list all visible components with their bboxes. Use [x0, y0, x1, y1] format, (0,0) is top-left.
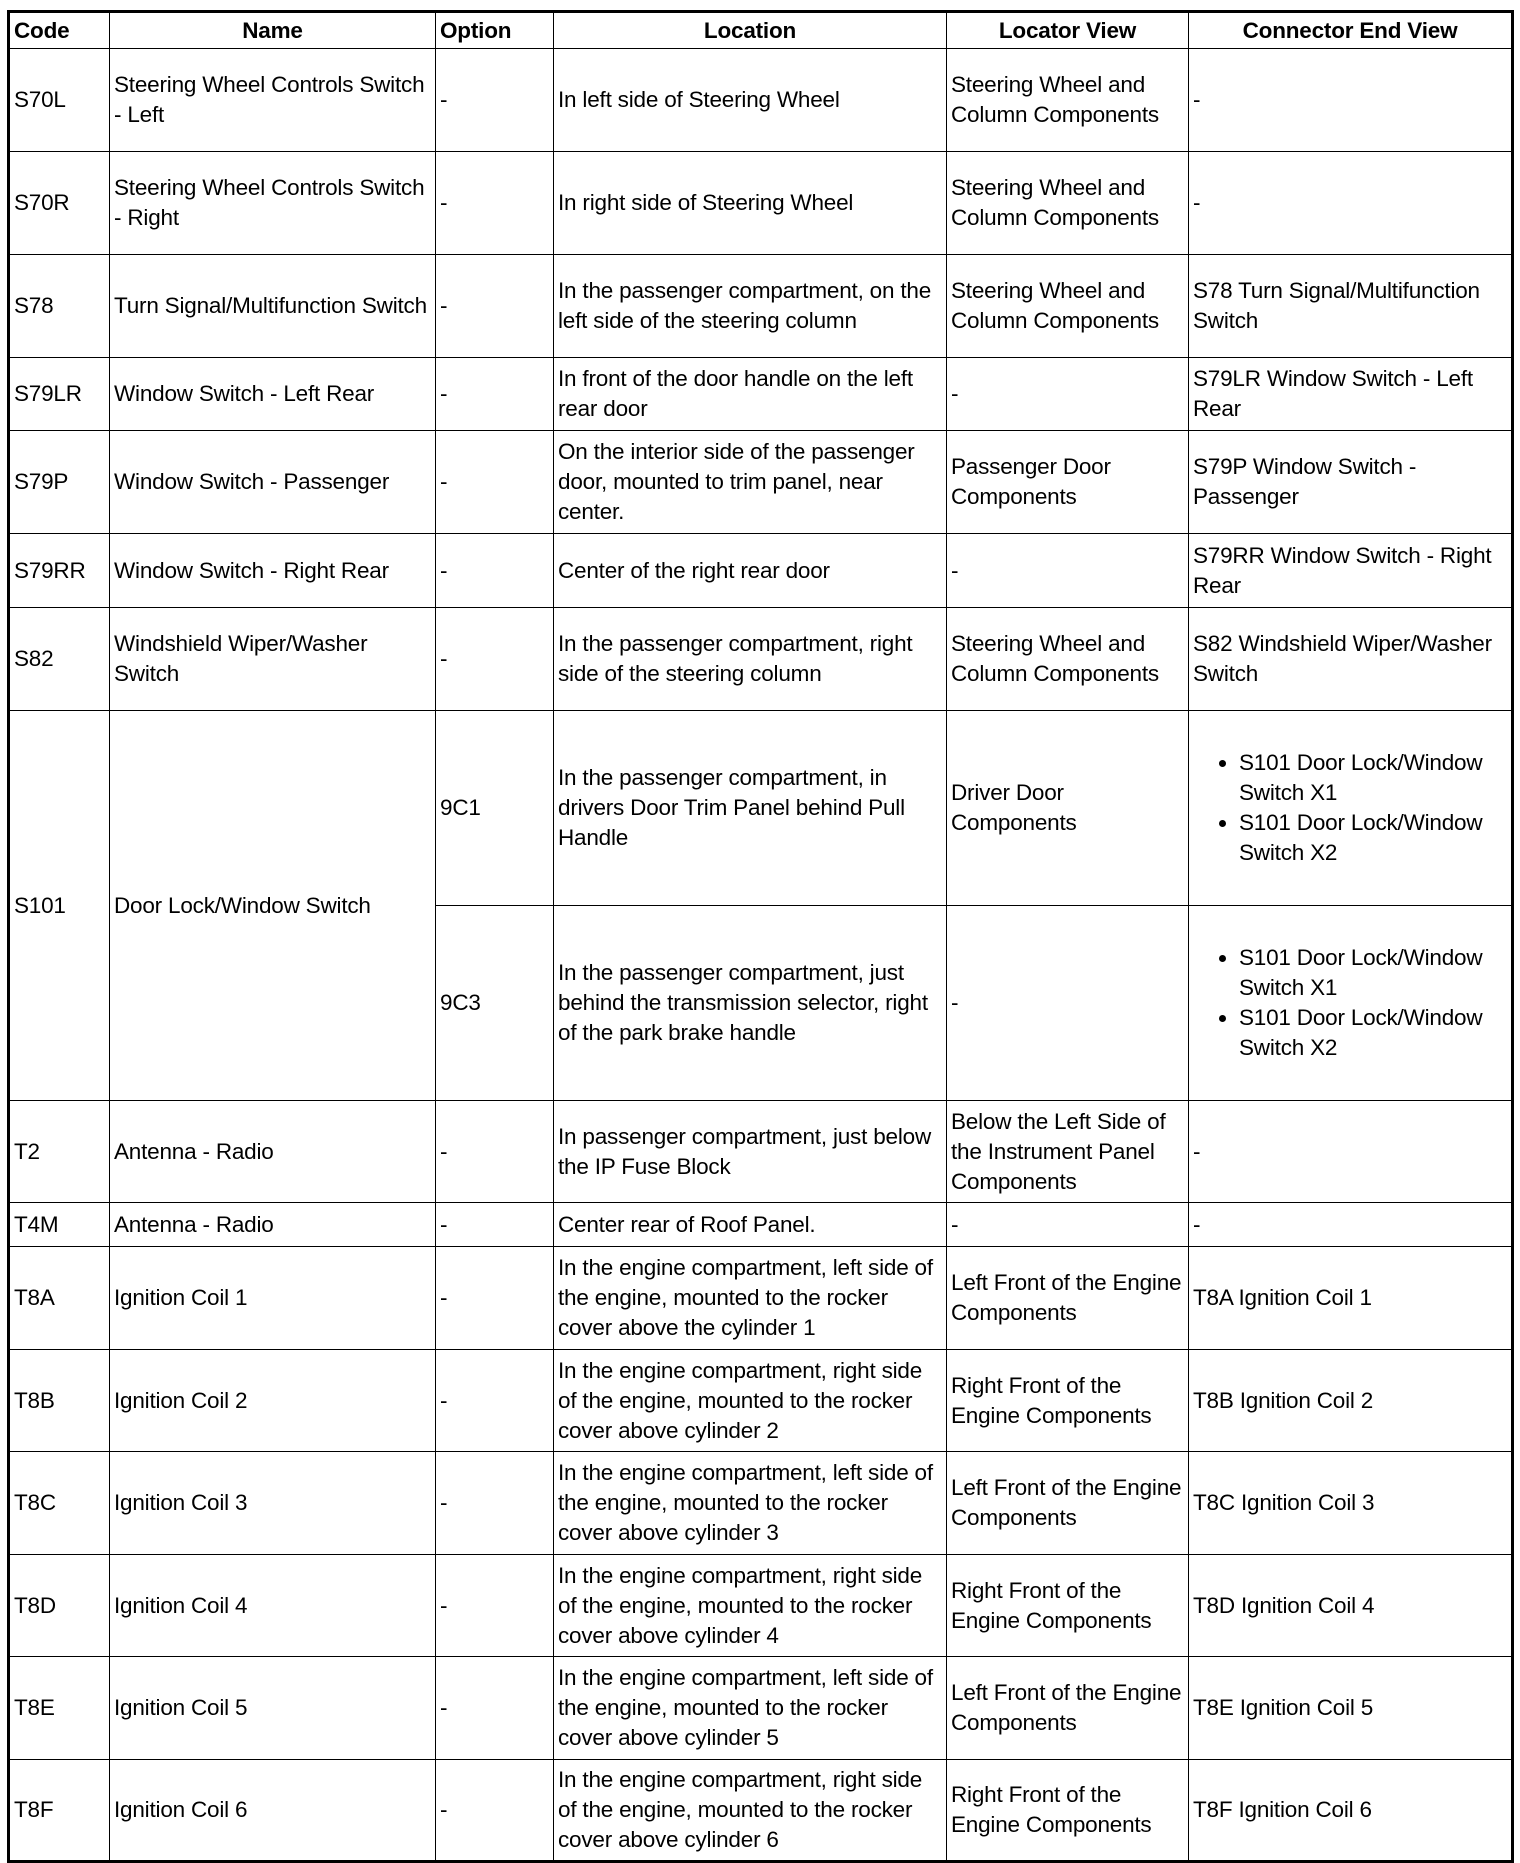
locator-view-cell: - — [947, 906, 1189, 1101]
name-cell: Steering Wheel Controls Switch - Left — [110, 49, 436, 152]
code-cell: S101 — [9, 711, 110, 1101]
name-cell: Antenna - Radio — [110, 1101, 436, 1203]
location-cell: Center rear of Roof Panel. — [554, 1203, 947, 1247]
location-cell: In front of the door handle on the left rear door — [554, 358, 947, 431]
location-cell: In the passenger compartment, right side of the steering column — [554, 608, 947, 711]
location-cell: In right side of Steering Wheel — [554, 152, 947, 255]
location-cell: Center of the right rear door — [554, 534, 947, 608]
connector-list — [1193, 943, 1507, 1063]
table-row — [9, 1555, 1513, 1657]
connector-end-view-cell: S82 Windshield Wiper/Washer Switch — [1189, 608, 1513, 711]
option-cell: - — [436, 358, 554, 431]
locator-view-cell: Right Front of the Engine Components — [947, 1555, 1189, 1657]
code-cell: S79P — [9, 431, 110, 534]
table-row — [9, 1203, 1513, 1247]
connector-end-view-cell — [1189, 711, 1513, 906]
connector-end-view-cell — [1189, 906, 1513, 1101]
name-cell: Antenna - Radio — [110, 1203, 436, 1247]
table-row — [9, 1452, 1513, 1555]
header-location: Location — [554, 12, 947, 49]
name-cell: Ignition Coil 5 — [110, 1657, 436, 1760]
connector-list-item: • S101 Door Lock/Window Switch X1 — [1239, 748, 1507, 808]
table-row — [9, 534, 1513, 608]
code-cell: S70R — [9, 152, 110, 255]
connector-end-view-cell: - — [1189, 1101, 1513, 1203]
table-row — [9, 255, 1513, 358]
name-cell: Window Switch - Passenger — [110, 431, 436, 534]
locator-view-cell: Steering Wheel and Column Components — [947, 152, 1189, 255]
option-cell: - — [436, 534, 554, 608]
connector-end-view-cell: T8A Ignition Coil 1 — [1189, 1247, 1513, 1350]
code-cell: S79LR — [9, 358, 110, 431]
code-cell: S78 — [9, 255, 110, 358]
locator-view-cell: Right Front of the Engine Components — [947, 1350, 1189, 1452]
location-cell: In the engine compartment, left side of the engine, mounted to the rocker cover above cylinder 5 — [554, 1657, 947, 1760]
location-cell: In the engine compartment, left side of the engine, mounted to the rocker cover above the cylinder 1 — [554, 1247, 947, 1350]
connector-list-item: • S101 Door Lock/Window Switch X1 — [1239, 943, 1507, 1003]
connector-end-view-cell: - — [1189, 1203, 1513, 1247]
option-cell: - — [436, 1452, 554, 1555]
option-cell: - — [436, 49, 554, 152]
connector-end-view-cell: S78 Turn Signal/Multifunction Switch — [1189, 255, 1513, 358]
locator-view-cell: Below the Left Side of the Instrument Panel Components — [947, 1101, 1189, 1203]
location-cell: In passenger compartment, just below the IP Fuse Block — [554, 1101, 947, 1203]
location-cell: In the engine compartment, right side of the engine, mounted to the rocker cover above cylinder 2 — [554, 1350, 947, 1452]
option-cell: - — [436, 608, 554, 711]
name-cell: Ignition Coil 3 — [110, 1452, 436, 1555]
location-cell: In the passenger compartment, in drivers Door Trim Panel behind Pull Handle — [554, 711, 947, 906]
locator-view-cell: - — [947, 534, 1189, 608]
code-cell: T8D — [9, 1555, 110, 1657]
name-cell: Ignition Coil 2 — [110, 1350, 436, 1452]
connector-end-view-cell: - — [1189, 49, 1513, 152]
locator-view-cell: Left Front of the Engine Components — [947, 1452, 1189, 1555]
header-name: Name — [110, 12, 436, 49]
header-code: Code — [9, 12, 110, 49]
code-cell: S70L — [9, 49, 110, 152]
location-cell: In the engine compartment, right side of the engine, mounted to the rocker cover above cylinder 4 — [554, 1555, 947, 1657]
location-cell: In the passenger compartment, on the left side of the steering column — [554, 255, 947, 358]
code-cell: T8F — [9, 1760, 110, 1862]
code-cell: T8A — [9, 1247, 110, 1350]
header-locator-view: Locator View — [947, 12, 1189, 49]
option-cell: 9C1 — [436, 711, 554, 906]
table-row — [9, 1760, 1513, 1862]
table-row — [9, 49, 1513, 152]
locator-view-cell: Right Front of the Engine Components — [947, 1760, 1189, 1862]
locator-view-cell: Steering Wheel and Column Components — [947, 49, 1189, 152]
code-cell: T8C — [9, 1452, 110, 1555]
header-row — [9, 12, 1513, 49]
header-connector-end-view: Connector End View — [1189, 12, 1513, 49]
table-row — [9, 608, 1513, 711]
option-cell: - — [436, 431, 554, 534]
location-cell: In the engine compartment, right side of the engine, mounted to the rocker cover above cylinder 6 — [554, 1760, 947, 1862]
connector-end-view-cell: S79LR Window Switch - Left Rear — [1189, 358, 1513, 431]
name-cell: Window Switch - Right Rear — [110, 534, 436, 608]
option-cell: - — [436, 1555, 554, 1657]
option-cell: - — [436, 1101, 554, 1203]
code-cell: T8B — [9, 1350, 110, 1452]
locator-view-cell: Left Front of the Engine Components — [947, 1247, 1189, 1350]
connector-list — [1193, 748, 1507, 868]
code-cell: T4M — [9, 1203, 110, 1247]
table-row — [9, 1101, 1513, 1203]
option-cell: - — [436, 1657, 554, 1760]
connector-end-view-cell: T8D Ignition Coil 4 — [1189, 1555, 1513, 1657]
name-cell: Door Lock/Window Switch — [110, 711, 436, 1101]
table-row — [9, 1657, 1513, 1760]
locator-view-cell: Passenger Door Components — [947, 431, 1189, 534]
option-cell: 9C3 — [436, 906, 554, 1101]
name-cell: Turn Signal/Multifunction Switch — [110, 255, 436, 358]
code-cell: S79RR — [9, 534, 110, 608]
component-locator-table — [7, 10, 1514, 1863]
locator-view-cell: Driver Door Components — [947, 711, 1189, 906]
connector-end-view-cell: S79RR Window Switch - Right Rear — [1189, 534, 1513, 608]
name-cell: Steering Wheel Controls Switch - Right — [110, 152, 436, 255]
location-cell: In left side of Steering Wheel — [554, 49, 947, 152]
connector-end-view-cell: T8E Ignition Coil 5 — [1189, 1657, 1513, 1760]
name-cell: Window Switch - Left Rear — [110, 358, 436, 431]
location-cell: In the engine compartment, left side of the engine, mounted to the rocker cover above cylinder 3 — [554, 1452, 947, 1555]
table-row — [9, 358, 1513, 431]
connector-list-item: • S101 Door Lock/Window Switch X2 — [1239, 808, 1507, 868]
locator-view-cell: - — [947, 1203, 1189, 1247]
location-cell: On the interior side of the passenger door, mounted to trim panel, near center. — [554, 431, 947, 534]
option-cell: - — [436, 1203, 554, 1247]
connector-end-view-cell: S79P Window Switch - Passenger — [1189, 431, 1513, 534]
table-row — [9, 431, 1513, 534]
table-row — [9, 711, 1513, 906]
connector-end-view-cell: T8B Ignition Coil 2 — [1189, 1350, 1513, 1452]
locator-view-cell: Left Front of the Engine Components — [947, 1657, 1189, 1760]
option-cell: - — [436, 152, 554, 255]
header-option: Option — [436, 12, 554, 49]
option-cell: - — [436, 1350, 554, 1452]
connector-end-view-cell: - — [1189, 152, 1513, 255]
name-cell: Ignition Coil 6 — [110, 1760, 436, 1862]
name-cell: Windshield Wiper/Washer Switch — [110, 608, 436, 711]
code-cell: S82 — [9, 608, 110, 711]
code-cell: T8E — [9, 1657, 110, 1760]
name-cell: Ignition Coil 4 — [110, 1555, 436, 1657]
connector-end-view-cell: T8C Ignition Coil 3 — [1189, 1452, 1513, 1555]
location-cell: In the passenger compartment, just behind the transmission selector, right of the park brake handle — [554, 906, 947, 1101]
locator-view-cell: Steering Wheel and Column Components — [947, 608, 1189, 711]
code-cell: T2 — [9, 1101, 110, 1203]
option-cell: - — [436, 1760, 554, 1862]
table-row — [9, 152, 1513, 255]
table-row — [9, 1247, 1513, 1350]
option-cell: - — [436, 1247, 554, 1350]
connector-list-item: • S101 Door Lock/Window Switch X2 — [1239, 1003, 1507, 1063]
table-row — [9, 1350, 1513, 1452]
option-cell: - — [436, 255, 554, 358]
locator-view-cell: Steering Wheel and Column Components — [947, 255, 1189, 358]
locator-view-cell: - — [947, 358, 1189, 431]
name-cell: Ignition Coil 1 — [110, 1247, 436, 1350]
connector-end-view-cell: T8F Ignition Coil 6 — [1189, 1760, 1513, 1862]
